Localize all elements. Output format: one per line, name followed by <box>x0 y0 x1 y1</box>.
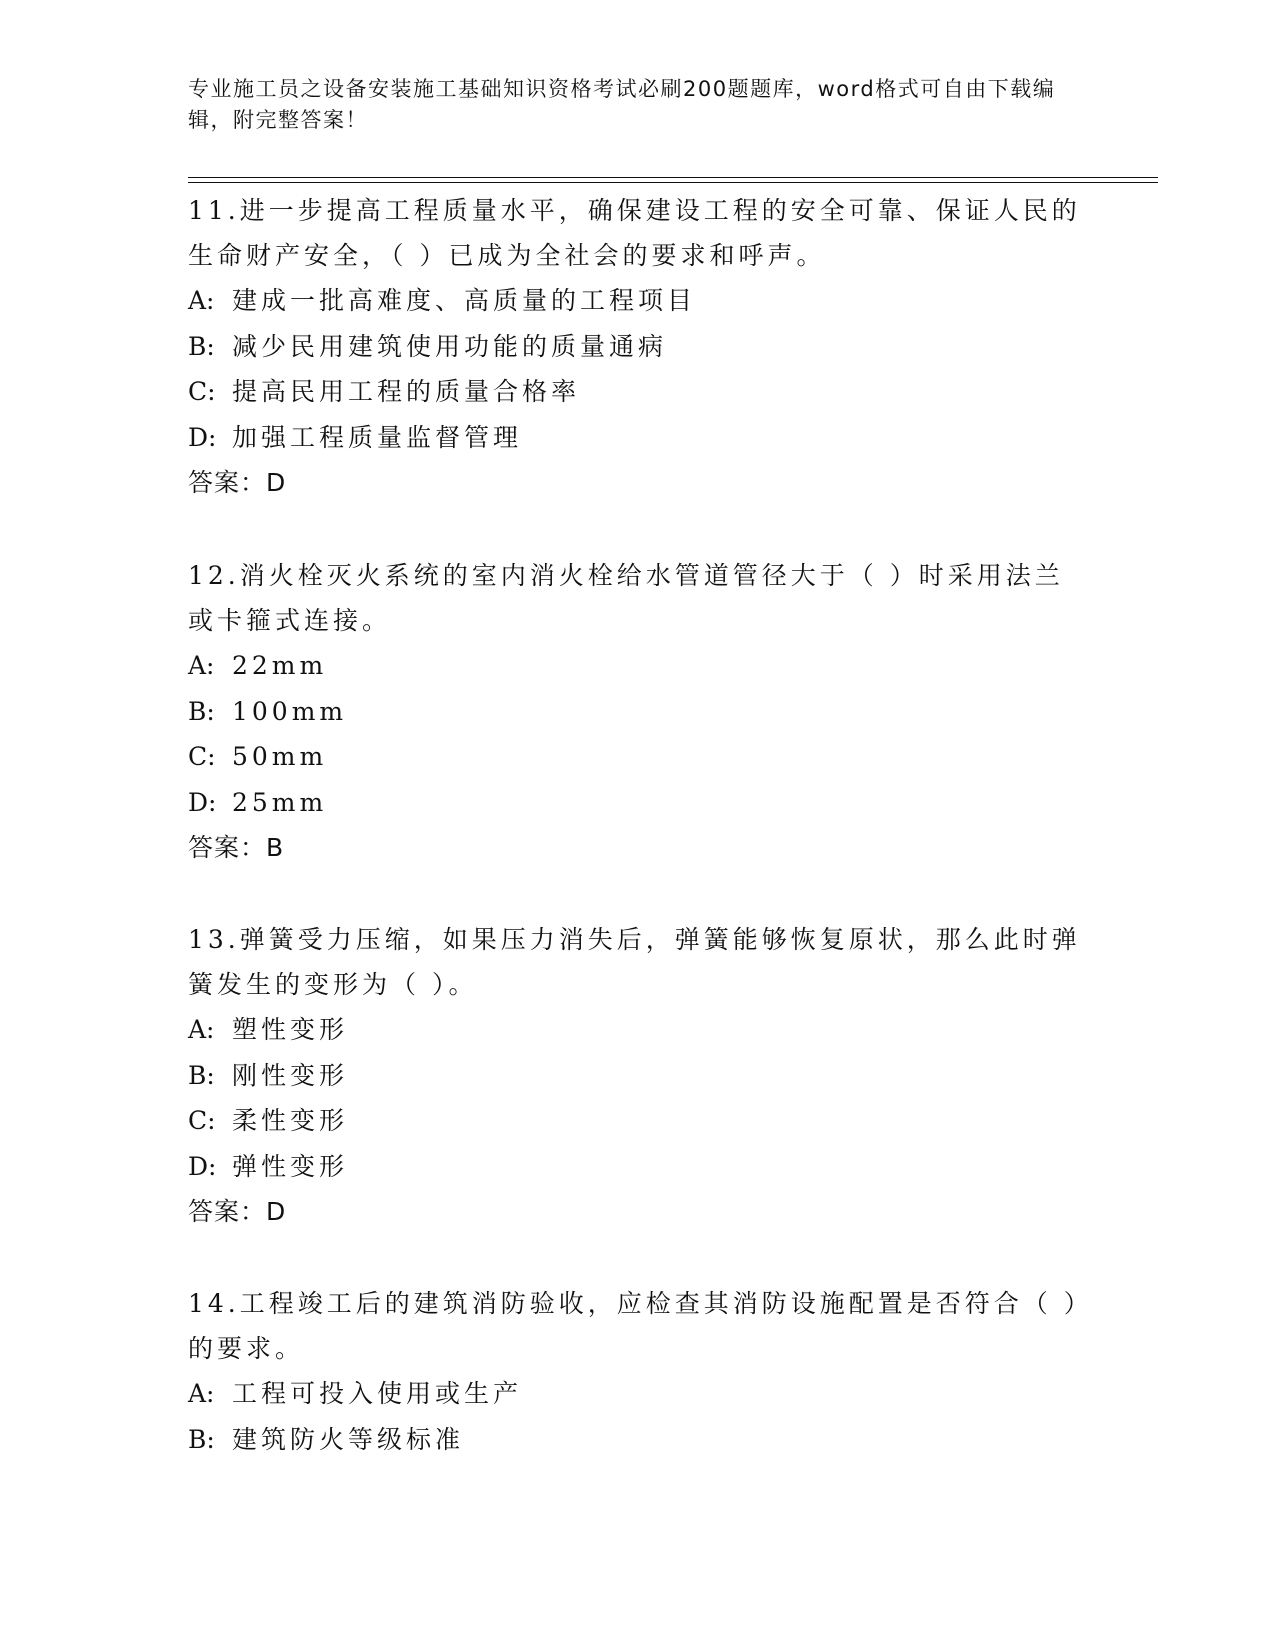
option-letter: B: <box>188 331 215 361</box>
option-letter: D: <box>188 787 217 817</box>
option-letter: C: <box>188 742 216 771</box>
option-letter: C: <box>188 377 216 406</box>
answer-line: 答案：D <box>188 468 287 497</box>
option-text: 加强工程质量监督管理 <box>232 422 523 452</box>
option-letter: B: <box>188 1060 215 1090</box>
header-divider-top <box>188 177 1158 178</box>
option-d <box>188 415 1088 461</box>
option-b <box>188 689 1088 735</box>
option-letter: A: <box>188 651 215 680</box>
option-letter: B: <box>188 1424 215 1454</box>
option-letter: A: <box>188 1379 215 1408</box>
option-b <box>188 324 1088 370</box>
option-text: 25mm <box>232 787 328 817</box>
option-text: 减少民用建筑使用功能的质量通病 <box>232 331 668 361</box>
option-text: 工程可投入使用或生产 <box>232 1379 523 1408</box>
header-divider-bottom <box>188 182 1158 183</box>
option-letter: D: <box>188 422 217 452</box>
question-11 <box>188 188 1088 505</box>
option-text: 塑性变形 <box>232 1015 349 1044</box>
option-d <box>188 1144 1088 1190</box>
option-d <box>188 780 1088 826</box>
option-c <box>188 369 1088 415</box>
option-text: 柔性变形 <box>232 1106 349 1135</box>
option-letter: B: <box>188 696 215 726</box>
option-text: 刚性变形 <box>232 1060 349 1090</box>
option-c <box>188 734 1088 780</box>
document-header: 专业施工员之设备安装施工基础知识资格考试必刷200题题库，word格式可自由下载编辑，附完整答案！ <box>188 77 1056 132</box>
option-letter: C: <box>188 1106 216 1135</box>
option-text: 提高民用工程的质量合格率 <box>232 377 581 406</box>
question-stem: 13.弹簧受力压缩，如果压力消失后，弹簧能够恢复原状，那么此时弹簧发生的变形为（ ）。 <box>188 925 1081 999</box>
option-letter: D: <box>188 1151 217 1181</box>
answer-line: 答案：B <box>188 833 285 862</box>
option-text: 建成一批高难度、高质量的工程项目 <box>232 286 697 315</box>
option-a <box>188 643 1088 689</box>
option-text: 弹性变形 <box>232 1151 349 1181</box>
option-a <box>188 278 1088 324</box>
answer-line: 答案：D <box>188 1197 287 1226</box>
option-b <box>188 1053 1088 1099</box>
option-c <box>188 1098 1088 1144</box>
question-12 <box>188 553 1088 870</box>
option-b <box>188 1417 1088 1463</box>
option-text: 22mm <box>232 651 328 680</box>
question-13 <box>188 917 1088 1234</box>
option-a <box>188 1371 1088 1417</box>
option-letter: A: <box>188 1015 215 1044</box>
option-text: 50mm <box>232 742 328 771</box>
question-stem: 12.消火栓灭火系统的室内消火栓给水管道管径大于（ ）时采用法兰或卡箍式连接。 <box>188 561 1064 635</box>
option-text: 建筑防火等级标准 <box>232 1424 465 1454</box>
question-stem: 14.工程竣工后的建筑消防验收，应检查其消防设施配置是否符合（ ）的要求。 <box>188 1289 1081 1363</box>
option-text: 100mm <box>232 696 348 726</box>
option-letter: A: <box>188 286 215 315</box>
question-14 <box>188 1281 1088 1462</box>
question-stem: 11.进一步提高工程质量水平，确保建设工程的安全可靠、保证人民的生命财产安全，（ ）已成为全社会的要求和呼声。 <box>188 196 1081 270</box>
option-a <box>188 1007 1088 1053</box>
